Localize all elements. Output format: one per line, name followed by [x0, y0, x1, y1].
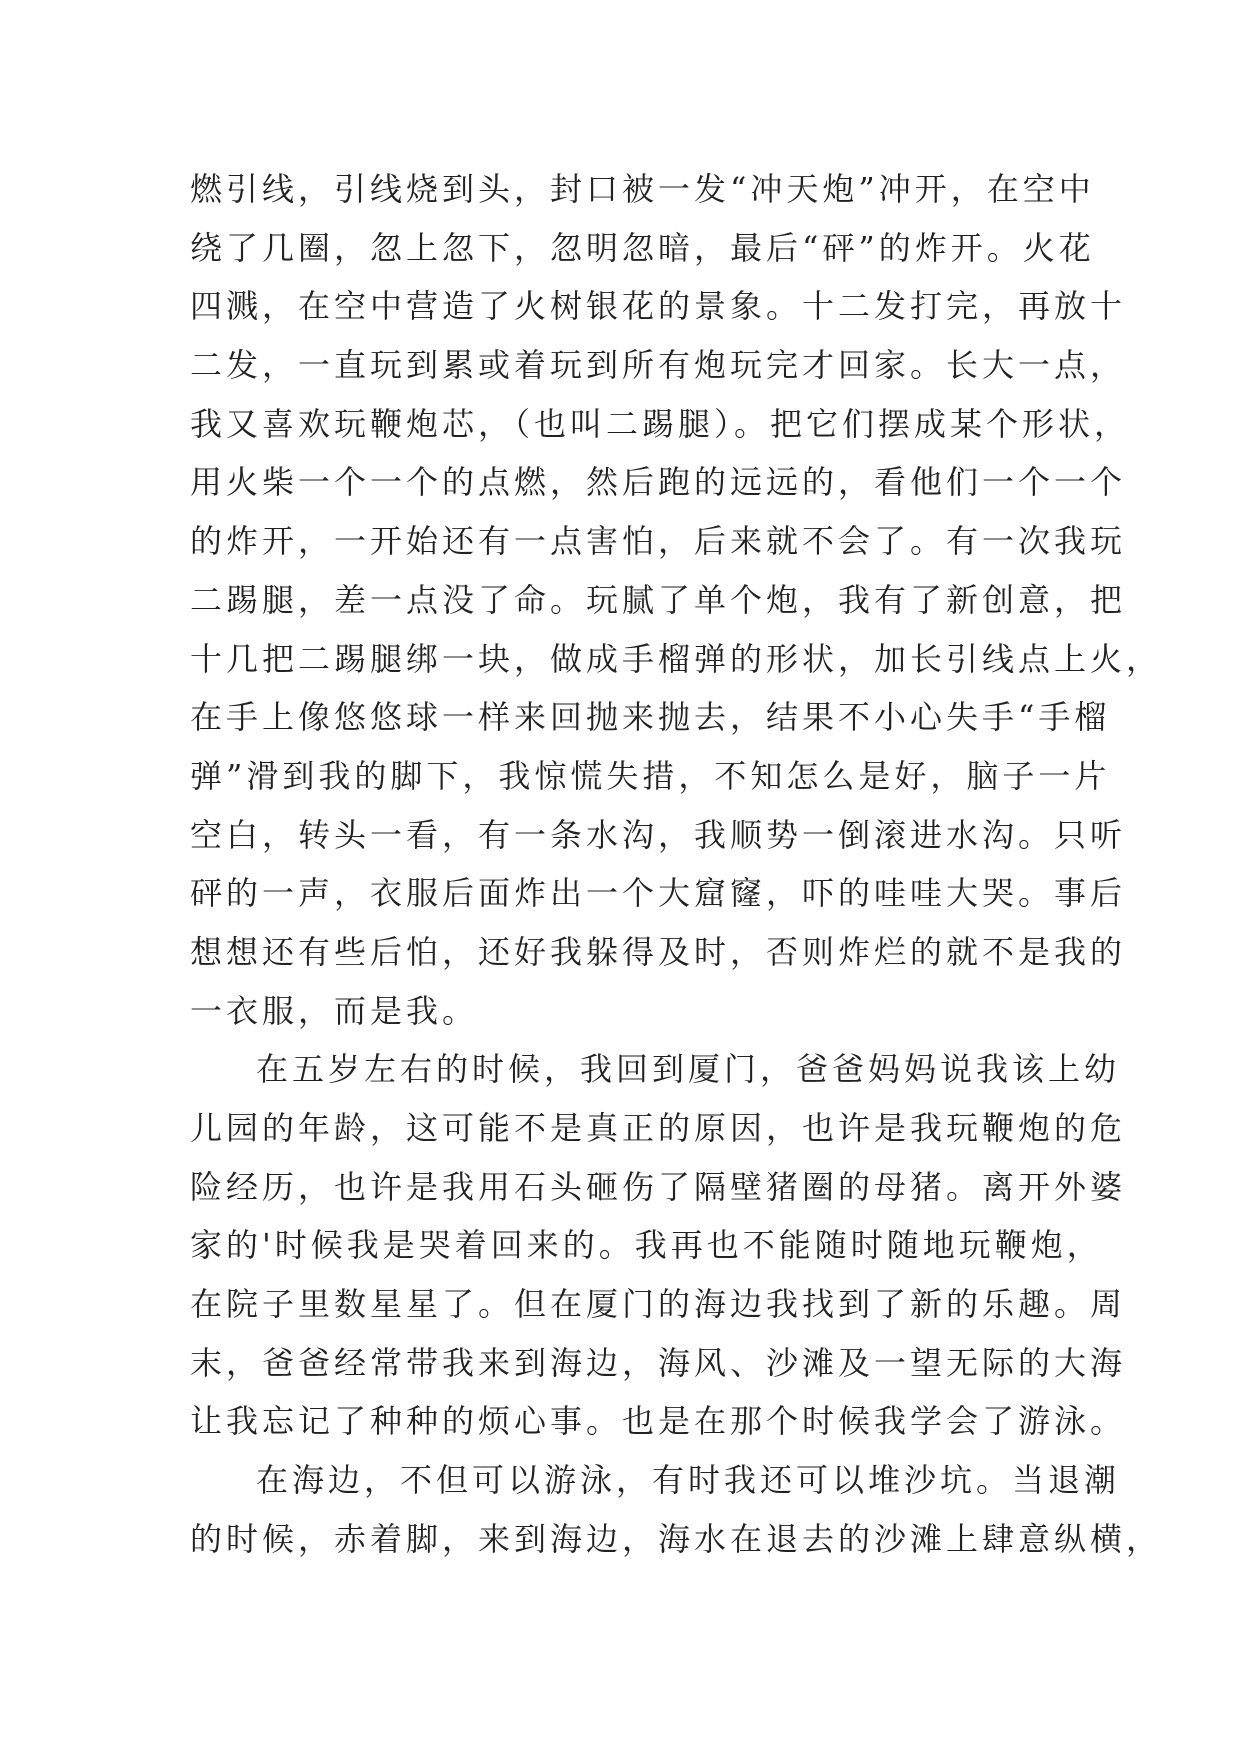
text-line: 的炸开，一开始还有一点害怕，后来就不会了。有一次我玩 — [190, 522, 1127, 561]
text-line: 二发，一直玩到累或着玩到所有炮玩完才回家。长大一点， — [190, 346, 1127, 385]
text-line: 让我忘记了种种的烦心事。也是在那个时候我学会了游泳。 — [190, 1402, 1127, 1441]
text-line: 用火柴一个一个的点燃，然后跑的远远的，看他们一个一个 — [190, 463, 1127, 502]
text-line: 的时候，赤着脚，来到海边，海水在退去的沙滩上肆意纵横， — [190, 1519, 1163, 1558]
text-line: 险经历，也许是我用石头砸伤了隔壁猪圈的母猪。离开外婆 — [190, 1167, 1127, 1206]
text-line: 一衣服，而是我。 — [190, 991, 479, 1030]
text-line: 末，爸爸经常带我来到海边，海风、沙滩及一望无际的大海 — [190, 1343, 1127, 1382]
text-line: 四溅，在空中营造了火树银花的景象。十二发打完，再放十 — [190, 287, 1127, 326]
text-line: 二踢腿，差一点没了命。玩腻了单个炮，我有了新创意，把 — [190, 580, 1127, 619]
text-line: 弹”滑到我的脚下，我惊慌失措，不知怎么是好，脑子一片 — [190, 756, 1111, 795]
text-line: 燃引线，引线烧到头，封口被一发“冲天炮”冲开，在空中 — [190, 170, 1095, 208]
text-line: 在手上像悠悠球一样来回抛来抛去，结果不小心失手“手榴 — [190, 698, 1111, 737]
text-line: 绕了几圈，忽上忽下，忽明忽暗，最后“砰”的炸开。火花 — [190, 228, 1095, 267]
text-line: 在院子里数星星了。但在厦门的海边我找到了新的乐趣。周 — [190, 1285, 1127, 1324]
text-line: 十几把二踢腿绑一块，做成手榴弹的形状，加长引线点上火， — [190, 639, 1163, 678]
text-line: 砰的一声，衣服后面炸出一个大窟窿，吓的哇哇大哭。事后 — [190, 874, 1127, 913]
body-text — [190, 160, 1163, 1569]
text-line: 我又喜欢玩鞭炮芯，（也叫二踢腿）。把它们摆成某个形状， — [190, 404, 1131, 443]
text-line: 想想还有些后怕，还好我躲得及时，否则炸烂的就不是我的 — [190, 932, 1127, 971]
paragraph-start-line: 在五岁左右的时候，我回到厦门，爸爸妈妈说我该上幼 — [256, 1050, 1121, 1089]
text-line: 空白，转头一看，有一条水沟，我顺势一倒滚进水沟。只听 — [190, 815, 1127, 854]
paragraph-start-line: 在海边，不但可以游泳，有时我还可以堆沙坑。当退潮 — [256, 1461, 1121, 1500]
text-line: 家的'时候我是哭着回来的。我再也不能随时随地玩鞭炮， — [190, 1226, 1103, 1265]
text-line: 儿园的年龄，这可能不是真正的原因，也许是我玩鞭炮的危 — [190, 1109, 1127, 1147]
